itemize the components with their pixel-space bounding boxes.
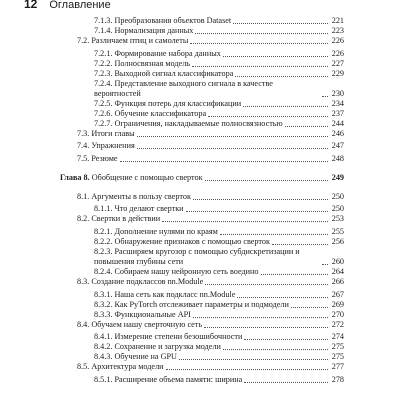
toc-page-number: 248 [331, 153, 344, 163]
toc-entry-title: 7.1.3. Преобразования объектов Dataset [94, 16, 232, 25]
toc-entry [60, 119, 344, 129]
chapter-label: Глава 8. [60, 172, 92, 182]
toc-entry [60, 267, 344, 277]
toc-entry [60, 332, 344, 342]
dot-leader [237, 297, 328, 298]
dot-leader [205, 180, 328, 181]
toc-entry [60, 227, 344, 237]
toc-entry-title: 7.1.4. Нормализация данных [94, 26, 194, 35]
toc-page-number: 247 [331, 141, 344, 151]
toc-entry-title: 8.3.1. Наша сеть как подкласс nn.Module [94, 289, 236, 299]
toc-entry [60, 320, 344, 330]
toc-page-number: 234 [331, 98, 344, 108]
toc-page-number: 266 [331, 276, 344, 286]
dot-leader [261, 274, 328, 275]
dot-leader [223, 349, 328, 350]
toc-page-number: 253 [331, 214, 344, 224]
running-head: Оглавление [49, 0, 111, 11]
toc-page-number: 256 [331, 236, 344, 246]
toc-entry [60, 237, 344, 247]
toc-entry [60, 362, 344, 372]
toc-entry [60, 375, 344, 385]
dot-leader [186, 211, 328, 212]
toc-entry-title: 7.2.3. Выходной сигнал классификатора [94, 68, 234, 78]
toc-page-number: 255 [331, 226, 344, 236]
dot-leader [166, 369, 328, 370]
dot-leader [137, 136, 328, 137]
toc-entry-title: 8.2. Свертки в действии [77, 214, 161, 224]
dot-leader [204, 327, 328, 328]
toc-page-number: 272 [331, 319, 344, 329]
dot-leader [179, 359, 328, 360]
toc-entry-title: 8.5.1. Расширение объема памяти: ширина [94, 374, 243, 384]
toc-entry [60, 277, 344, 287]
toc-entry-title: 8.4.3. Обучение на GPU [94, 352, 177, 362]
toc-entry-title: 7.4. Упражнения [77, 141, 135, 151]
toc-entry-title: 8.3. Создание подклассов nn.Module [77, 276, 204, 286]
toc-page-number: 221 [331, 16, 344, 25]
toc-entry [60, 214, 344, 224]
toc-entry [60, 141, 344, 151]
toc-entry-title: 7.5. Резюме [77, 153, 118, 163]
dot-leader [190, 43, 328, 44]
toc-entry [60, 36, 344, 46]
chapter-title: Обобщение с помощью сверток [91, 172, 203, 182]
dot-leader [244, 382, 328, 383]
toc-entry-title: 7.2.7. Ограничения, накладываемые полносвязностью [94, 118, 283, 128]
dot-leader [162, 221, 328, 222]
toc-entry-title: 7.2.4. Представление выходного сигнала в качестве вероятностей [94, 78, 273, 98]
toc-entry-title: 7.2.5. Функция потерь для классификации [94, 98, 242, 108]
toc-entry [60, 109, 344, 119]
dot-leader [244, 339, 328, 340]
toc-page-number: 267 [331, 289, 344, 299]
dot-leader [285, 126, 328, 127]
toc-entry-title: 8.4. Обучаем нашу сверточную сеть [77, 319, 203, 329]
toc-page-number: 227 [331, 58, 344, 68]
toc-entry-title: 8.1.1. Что делают свертки [94, 204, 184, 214]
dot-leader [322, 264, 328, 265]
toc-page-number: 226 [331, 48, 344, 58]
toc-entry-title: 8.2.4. Собираем нашу нейронную сеть воедино [94, 266, 259, 276]
toc-page-number: 246 [331, 128, 344, 138]
toc-entry-title: 8.5. Архитектура модели [77, 362, 164, 372]
dot-leader [137, 148, 328, 149]
toc-page-number: 270 [331, 309, 344, 319]
toc-entry [60, 352, 344, 362]
toc-page-number: 244 [331, 118, 344, 128]
toc-page-number: 277 [331, 362, 344, 372]
toc-entry-title: 8.3.2. Как PyTorch отслеживает параметры и подмодели [94, 299, 289, 309]
toc-entry [60, 154, 344, 164]
dot-leader [208, 116, 328, 117]
toc-entry [60, 204, 344, 214]
toc-page-number: 260 [331, 256, 344, 266]
dot-leader [322, 96, 328, 97]
toc-entry-title [60, 173, 203, 183]
dot-leader [243, 106, 328, 107]
table-of-contents [60, 16, 344, 385]
toc-page-number: 250 [331, 204, 344, 214]
toc-page-number: 278 [331, 374, 344, 384]
toc-entry [60, 300, 344, 310]
toc-page-number: 275 [331, 352, 344, 362]
toc-page-number: 250 [331, 191, 344, 201]
dot-leader [205, 284, 328, 285]
toc-entry [60, 247, 344, 267]
toc-page-number: 269 [331, 299, 344, 309]
toc-entry-title: 8.3.3. Функциональные API [94, 309, 191, 319]
toc-entry [60, 79, 344, 99]
toc-page-number: 275 [331, 342, 344, 352]
toc-page-number: 249 [331, 172, 344, 182]
toc-entry-title: 8.4.2. Сохранение и загрузка модели [94, 342, 221, 352]
toc-entry-title: 8.2.2. Обнаружение признаков с помощью сверток [94, 236, 270, 246]
dot-leader [195, 33, 328, 34]
dot-leader [233, 23, 328, 24]
toc-page-number: 223 [331, 26, 344, 35]
toc-page-number: 274 [331, 332, 344, 342]
toc-entry-title: 7.2.1. Формирование набора данных [94, 48, 221, 58]
page-header [24, 0, 111, 11]
toc-entry-title: 8.2.3. Расширяем кругозор с помощью субдискретизации и повышения глубины сети [94, 246, 300, 266]
dot-leader [235, 76, 328, 77]
toc-page-number: 229 [331, 68, 344, 78]
dot-leader [291, 307, 328, 308]
toc-entry [60, 310, 344, 320]
toc-page-number: 230 [331, 88, 344, 98]
toc-entry-title: 7.2.6. Обучение классификатора [94, 108, 207, 118]
toc-entry [60, 26, 344, 36]
toc-entry-title: 7.3. Итоги главы [77, 128, 135, 138]
toc-chapter-entry [60, 173, 344, 183]
toc-entry [60, 290, 344, 300]
toc-entry [60, 342, 344, 352]
toc-entry [60, 16, 344, 26]
toc-entry [60, 192, 344, 202]
dot-leader [192, 66, 328, 67]
dot-leader [272, 244, 328, 245]
toc-page-number: 226 [331, 36, 344, 45]
dot-leader [193, 317, 328, 318]
dot-leader [223, 56, 328, 57]
toc-entry-title: 7.2.2. Полносвязная модель [94, 58, 191, 68]
toc-entry [60, 59, 344, 69]
toc-entry [60, 129, 344, 139]
toc-page-number: 237 [331, 108, 344, 118]
toc-entry-title: 8.1. Аргументы в пользу сверток [77, 191, 191, 201]
toc-entry [60, 69, 344, 79]
toc-entry [60, 99, 344, 109]
toc-entry [60, 49, 344, 59]
toc-entry-title: 7.2. Различаем птиц и самолеты [77, 36, 189, 45]
dot-leader [220, 234, 328, 235]
dot-leader [193, 199, 328, 200]
dot-leader [120, 161, 328, 162]
toc-entry-title: 8.4.1. Измерение степени безошибочности [94, 332, 243, 342]
page-number: 12 [24, 0, 38, 11]
toc-page-number: 264 [331, 266, 344, 276]
toc-entry-title: 8.2.1. Дополнение нулями по краям [94, 226, 218, 236]
